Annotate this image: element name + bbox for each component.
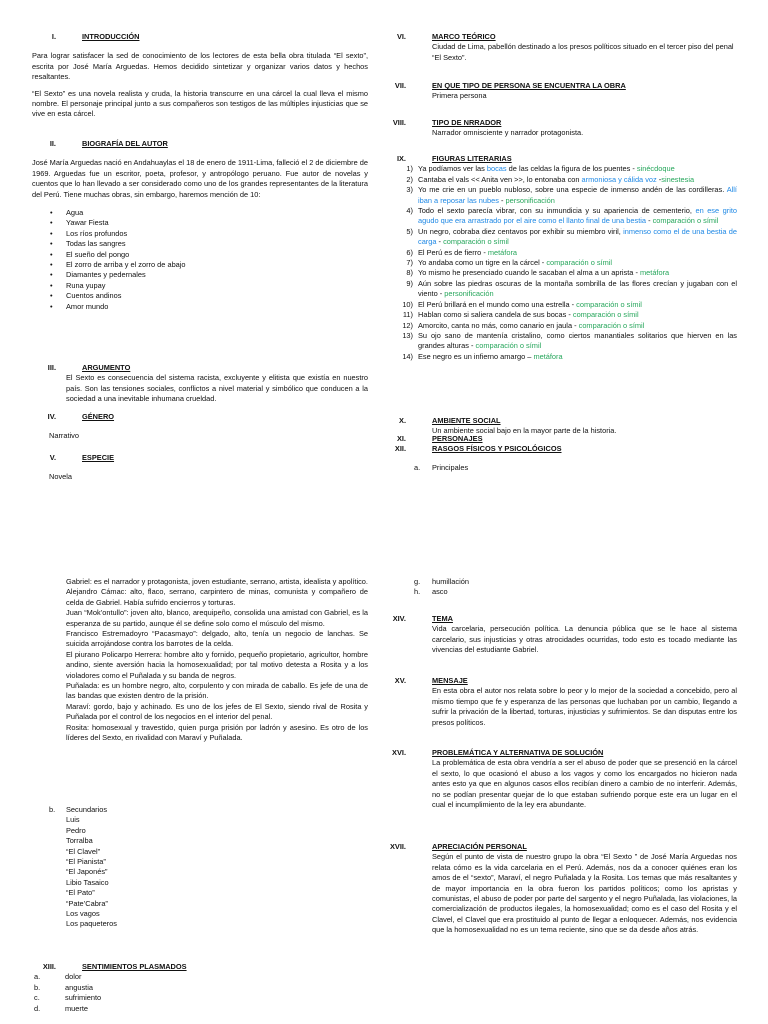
figure-text	[418, 185, 737, 206]
list-item	[34, 972, 368, 982]
figure-number: 13)	[402, 330, 413, 340]
character-description: Alejandro Cámac: alto, flaco, serrano, carpintero de minas, comunista y compañero de celda de Gabriel. Había sufrido encierros y torturas.	[66, 587, 368, 607]
figure-item	[399, 185, 737, 206]
figure-item	[399, 258, 737, 268]
section-title: SENTIMIENTOS PLASMADOS	[82, 962, 187, 971]
figure-quote: El Perú brillará en el mundo como una estrella -	[418, 299, 577, 309]
character-description: Puñalada: es un hombre negro, alto, corpulento y con mirada de caballo. Es jefe de una de las bandas que existen dentro de la prisión.	[66, 681, 368, 701]
figure-item	[399, 321, 737, 331]
section-mensaje	[382, 676, 737, 728]
list-letter: a.	[414, 462, 421, 472]
figure-item	[399, 206, 737, 227]
section-personajes	[382, 434, 737, 473]
section-title: RASGOS FÍSICOS Y PSICOLÓGICOS	[432, 444, 562, 454]
figure-number: 9)	[406, 278, 413, 288]
figure-highlight: armoniosa y cálida voz	[581, 174, 657, 184]
figure-quote: Yo me crie en un pueblo nubloso, sobre una especie de inmenso andén de las cordilleras.	[418, 185, 727, 195]
list-letter: g.	[414, 577, 421, 586]
paragraph: Primera persona	[432, 91, 487, 101]
section-title: MENSAJE	[432, 676, 468, 685]
figure-highlight: Allí iban a reposar las nubes	[418, 185, 737, 205]
section-number: I.	[51, 32, 56, 41]
work-item: • Yawar Fiesta	[50, 218, 368, 228]
main-characters	[66, 577, 368, 744]
paragraph: El Sexto es consecuencia del sistema racista, excluyente y elitista que existía en nuestro país. Son las tensiones sociales, conflictos a nivel material y simbólico que conducen a la sociedad a una inevitable inhumana crueldad.	[66, 373, 368, 404]
list-text: muerte	[65, 1003, 89, 1013]
section-number: VII.	[394, 81, 406, 90]
figure-quote: Cantaba el vals << Anita ven >>, lo entonaba con	[418, 174, 582, 184]
character-description: Francisco Estremadoyro “Pacasmayo”: delgado, alto, tenía un negocio de lanchas. Se suicida arrojándose contra los barrotes de la celda.	[66, 629, 368, 649]
section-number: XVII.	[389, 842, 406, 851]
list-letter: a.	[34, 972, 41, 982]
section-number: IV.	[47, 412, 56, 421]
paragraph: Según el punto de vista de nuestro grupo la obra “El Sexto ” de José María Arguedas nos relata cómo es la vida carcelaria en el Perú. Además, nos da a conocer quiénes eran los amos de el “sexto”, Maraví, el negro Puñalada y la Rosita. Los temas que más resaltantes y de mayor importancia en la obra fueron los partidos políticos; como los apristas y comunistas, el abuso de poder por parte del sargento y el negro Puñalada, las violaciones, la comercialización de productos ilegales, la homosexualidad; como es el caso del Rosita y el Clavel, el Clavel que era prostituido al punto de llegar a enloquecer. Además, nos evidencia que la homosexualidad no es un tema reciente, sino que se da desde años atrás.	[432, 852, 737, 935]
list-item: “El Japonés”	[66, 867, 108, 877]
list-item: Los vagos	[66, 909, 100, 919]
figure-text	[418, 300, 737, 310]
section-number: II.	[49, 139, 56, 148]
section-genero	[32, 412, 368, 442]
works-list	[50, 208, 368, 312]
figure-separator: de las celdas la figura de los puentes -	[506, 164, 637, 174]
figure-quote: Hablan como si saliera candela de sus bocas -	[418, 310, 573, 320]
character-description: El piurano Policarpo Herrera: hombre alto y fornido, pequeño propietario, agricultor, hombre andino, siente aversión hacia la homosexualidad; por tal motivo detesta a Rosita y a los violadores como el Puñalada y su banda de negros.	[66, 649, 368, 680]
paragraph: Narrador omnisciente y narrador protagonista.	[432, 128, 584, 138]
figure-text	[418, 175, 737, 185]
paragraph: Un ambiente social bajo en la mayor parte de la historia.	[432, 426, 617, 436]
figure-quote: Yo mismo he presenciado cuando le sacaban el alma a un aprista -	[418, 268, 640, 278]
section-number: XI.	[396, 434, 406, 443]
paragraph: Ciudad de Lima, pabellón destinado a los presos políticos situado en el tercer piso del penal “El Sexto”.	[432, 42, 734, 62]
species-value: Novela	[49, 472, 73, 482]
character-description: Gabriel: es el narrador y protagonista, joven estudiante, serrano, artista, idealista y apolítico.	[66, 577, 368, 586]
section-figuras	[382, 154, 737, 362]
list-text: dolor	[65, 972, 82, 982]
list-item: “El Clavel”	[66, 846, 101, 856]
section-sentimientos	[32, 962, 368, 1014]
figure-item	[399, 310, 737, 320]
figure-quote: Su ojo sano de mantenía cristalino, como ciertos manantiales solitarios que hierven en las grandes alturas -	[418, 330, 737, 351]
figure-text	[418, 279, 737, 300]
section-number: X.	[399, 416, 406, 425]
section-title: MARCO TEÓRICO	[432, 32, 496, 41]
list-letter: c.	[34, 993, 40, 1003]
figure-text	[418, 352, 737, 362]
figure-separator: -	[498, 195, 506, 205]
genre-value: Narrativo	[49, 431, 79, 441]
figure-number: 12)	[402, 320, 413, 330]
figure-text	[418, 258, 737, 268]
figure-type: comparación o símil	[546, 258, 613, 268]
section-tipo-narrador	[382, 118, 737, 139]
figure-text	[418, 310, 737, 320]
work-item: • Los ríos profundos	[50, 229, 368, 239]
list-item: “Pate’Cabra”	[66, 898, 108, 908]
figure-item	[399, 331, 737, 352]
paragraph: En esta obra el autor nos relata sobre lo peor y lo mejor de la sociedad a concebido, pero al mismo tiempo que fe y esperanza de las personas que luchaban por un cambio, llegando a sufrir la privación de la libertad, torturas, injusticias y sufrimientos. Se dan disputas entre los presos políticos.	[432, 686, 737, 727]
figure-separator: -	[646, 216, 653, 226]
paragraph: Vida carcelaria, persecución política. La denuncia pública que se le hace al sistema carcelario, sus injusticias y otras atrocidades ocurridas, todo esto es tocado mediante las vivencias del estudiante Gabriel.	[432, 624, 737, 655]
list-item	[34, 993, 368, 1003]
section-title: AMBIENTE SOCIAL	[432, 416, 501, 425]
character-description: Juan “Mok’ontullo”: joven alto, blanco, arequipeño, consolida una amistad con Gabriel, es la esperanza de su partido, aunque él se define solo como el músculo del mismo.	[66, 608, 368, 628]
list-title: Secundarios	[66, 805, 108, 814]
figure-number: 2)	[406, 174, 413, 184]
figure-quote: Un negro, cobraba diez centavos por exhibir su miembro viril,	[418, 226, 624, 236]
list-title: Principales	[432, 462, 469, 472]
section-title: ESPECIE	[82, 453, 115, 462]
section-title: INTRODUCCIÓN	[82, 32, 140, 41]
secondary-characters	[32, 805, 368, 930]
section-title: TIPO DE NRRADOR	[432, 118, 502, 127]
figure-text	[418, 321, 737, 331]
work-item: • Agua	[50, 208, 368, 218]
figure-separator: -	[656, 174, 662, 184]
section-biografia	[32, 139, 368, 312]
section-title: EN QUE TIPO DE PERSONA SE ENCUENTRA LA OBRA	[432, 81, 626, 90]
figures-list	[399, 164, 737, 362]
figure-separator: -	[436, 237, 444, 247]
figure-number: 11)	[402, 310, 413, 320]
section-title: TEMA	[432, 614, 453, 623]
work-item: • Todas las sangres	[50, 239, 368, 249]
list-item: Torralba	[66, 836, 93, 846]
figure-item	[399, 279, 737, 300]
section-number: IX.	[396, 154, 406, 163]
figure-type: sinécdoque	[636, 164, 675, 174]
list-text: angustia	[65, 982, 93, 992]
list-text: asco	[432, 587, 448, 597]
figure-item	[399, 248, 737, 258]
section-introduccion	[32, 32, 368, 120]
section-marco-teorico	[382, 32, 737, 63]
paragraph: “El Sexto” es una novela realista y cruda, la historia transcurre en una cárcel la cual lleva el mismo nombre. El personaje principal junto a sus compañeros son testigos de las múltiples injusticias que se vive en esta cárcel.	[32, 88, 368, 119]
figure-text	[418, 227, 737, 248]
figure-type: personificación	[444, 289, 494, 299]
figure-item	[399, 227, 737, 248]
figure-item	[399, 175, 737, 185]
figure-type: sinestesia	[661, 174, 695, 184]
figure-type: metáfora	[487, 247, 518, 257]
list-letter: b.	[34, 982, 41, 992]
list-item	[34, 983, 368, 993]
work-item: • El zorro de arriba y el zorro de abajo	[50, 260, 368, 270]
figure-highlight: en ese grito agudo que era arrastrado por el aire como el llanto final de una bestia	[418, 206, 738, 226]
figure-number: 10)	[402, 299, 413, 309]
list-text: humillación	[432, 577, 469, 586]
figure-item	[399, 352, 737, 362]
figure-item	[399, 164, 737, 174]
feelings-list-continued	[414, 577, 714, 598]
figure-number: 3)	[406, 185, 413, 195]
character-description: Maraví: gordo, bajo y achinado. Es uno de los jefes de El Sexto, siendo rival de Rosita y Puñalada por el control de los negocios en el interior del penal.	[66, 701, 368, 722]
section-tipo-persona	[382, 81, 737, 102]
list-item: “El Pato”	[66, 888, 95, 898]
section-apreciacion	[382, 842, 737, 936]
figure-type: comparación o símil	[443, 237, 509, 247]
figure-highlight: bocas	[486, 164, 507, 174]
list-item	[414, 577, 714, 587]
list-item	[34, 1004, 368, 1014]
section-number: III.	[47, 363, 56, 372]
section-number: V.	[49, 453, 56, 462]
figure-type: metáfora	[640, 268, 670, 278]
work-item: • Diamantes y pedernales	[50, 270, 368, 280]
figure-number: 1)	[406, 164, 413, 174]
figure-type: metáfora	[533, 351, 563, 361]
section-number: XII.	[394, 444, 406, 454]
list-item: Pedro	[66, 825, 86, 835]
work-item: • Cuentos andinos	[50, 291, 368, 301]
list-letter: h.	[414, 587, 421, 597]
figure-quote: Ese negro es un infierno amargo –	[418, 351, 534, 361]
list-letter: b.	[49, 805, 56, 814]
figure-number: 7)	[406, 258, 413, 268]
section-number: XV.	[394, 676, 406, 685]
paragraph: Para lograr satisfacer la sed de conocimiento de los lectores de esta bella obra titulada “El sexto”, escrita por José María Arguedas. Hemos decidido sintetizar y organizar varios datos y hechos resaltantes.	[32, 51, 368, 82]
figure-text	[418, 206, 737, 227]
paragraph: José María Arguedas nació en Andahuaylas el 18 de enero de 1911-Lima, falleció el 2 de diciembre de 1969. Arguedas fue un escritor, poeta, profesor, y antropólogo peruano. Fue autor de novelas y cuentos que lo han llevado a ser considerado como uno de los grandes representantes de la literatura del Perú. Tiene muchas obras, sin embargo, haremos mención de 10:	[32, 158, 368, 199]
feelings-list	[32, 972, 368, 1014]
figure-type: comparación o símil	[572, 310, 639, 320]
section-title: FIGURAS LITERARIAS	[432, 154, 512, 163]
section-argumento	[32, 363, 368, 405]
figure-text	[418, 268, 737, 278]
figure-quote: El Perú es de fierro -	[418, 247, 488, 257]
section-title: PERSONAJES	[432, 434, 483, 443]
section-number: XIII.	[42, 962, 56, 971]
section-title: BIOGRAFÍA DEL AUTOR	[82, 139, 168, 148]
figure-number: 6)	[406, 247, 413, 257]
figure-type: comparación o símil	[652, 216, 719, 226]
figure-item	[399, 300, 737, 310]
figure-quote: Ya podíamos ver las	[418, 164, 487, 174]
figure-quote: Todo el sexto parecía vibrar, con su inmundicia y su apariencia de cementerio,	[418, 206, 696, 216]
section-title: GÉNERO	[82, 412, 115, 421]
section-number: XVI.	[392, 748, 406, 757]
figure-type: comparación o símil	[578, 320, 645, 330]
list-item: Los paqueteros	[66, 919, 117, 929]
work-item: • El sueño del pongo	[50, 250, 368, 260]
figure-type: personificación	[505, 195, 555, 205]
section-number: VI.	[396, 32, 406, 41]
list-item	[414, 587, 714, 597]
section-number: VIII.	[392, 118, 406, 127]
work-item: • Runa yupay	[50, 281, 368, 291]
section-title: PROBLEMÁTICA Y ALTERNATIVA DE SOLUCIÓN	[432, 748, 604, 757]
list-item: “El Pianista”	[66, 857, 106, 867]
figure-number: 4)	[406, 206, 413, 216]
work-item: • Amor mundo	[50, 302, 368, 312]
list-item: Libio Tasaico	[66, 877, 109, 887]
section-title: ARGUMENTO	[82, 363, 131, 372]
character-description: Rosita: homosexual y travestido, quien purga prisión por ladrón y asesino. Es otro de los líderes del Sexto, en rivalidad con Maraví y Puñalada.	[66, 722, 368, 743]
figure-quote: Amorcito, canta no más, como canario en jaula -	[418, 320, 579, 330]
figure-text	[418, 248, 737, 258]
figure-number: 5)	[406, 226, 413, 236]
secondary-list	[32, 815, 368, 929]
figure-type: comparación o símil	[475, 341, 542, 351]
list-text: sufrimiento	[65, 993, 102, 1003]
figure-item	[399, 268, 737, 278]
section-problematica	[382, 748, 737, 810]
figure-highlight: inmenso como el de una bestia de carga	[418, 226, 737, 247]
figure-quote: Aún sobre las piedras oscuras de la montaña sombrilla de las flores crecían y jugaban con el viento -	[418, 278, 737, 299]
section-number: XIV.	[392, 614, 406, 623]
figure-number: 8)	[406, 268, 413, 278]
figure-text	[418, 331, 737, 352]
section-especie	[32, 453, 368, 483]
list-item: Luis	[66, 815, 80, 825]
figure-text	[418, 164, 737, 174]
figure-quote: Yo andaba como un tigre en la cárcel -	[418, 258, 547, 268]
figure-type: comparación o símil	[576, 299, 642, 309]
section-tema	[382, 614, 737, 656]
section-title: APRECIACIÓN PERSONAL	[432, 842, 527, 851]
figure-number: 14)	[402, 351, 413, 361]
paragraph: La problemática de esta obra vendría a ser el abuso de poder que se presenció en la cárcel el sexto, lo que ocasionó el abuso a los vagos y como los encargados no hicieron nada antes esto ya que en algunos casos ellos recibían dinero a cambio de no interferir. Además, no se podían presentar quejar de lo que estaban sufriendo porque este era un lugar en el cual el incumplimiento de la ley era abundante.	[432, 758, 737, 810]
list-letter: d.	[34, 1003, 41, 1013]
